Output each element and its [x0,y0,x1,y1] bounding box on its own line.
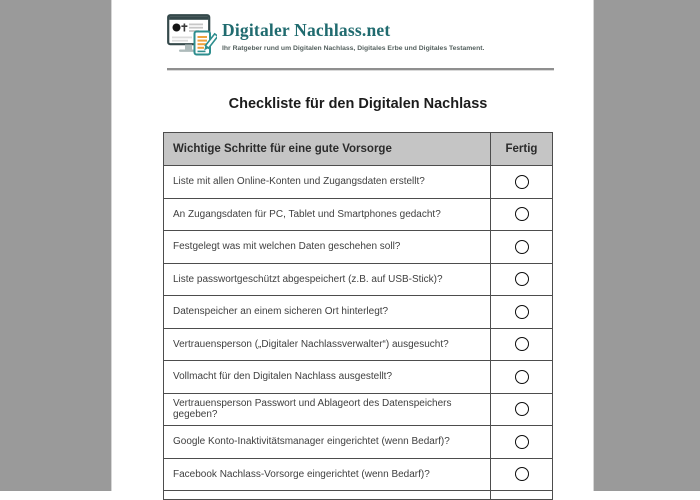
table-row [164,394,552,427]
table-row [164,264,552,297]
checkbox-cell [490,264,552,296]
checkbox-cell [490,491,552,500]
checklist-item-label: Facebook Nachlass-Vorsorge eingerichtet (wenn Bedarf)? [173,468,430,480]
checklist-item-label: Datenspeicher an einem sicheren Ort hinterlegt? [173,306,389,318]
table-header-row [164,133,552,166]
checklist-item-label: Festgelegt was mit welchen Daten geschehen soll? [173,241,401,253]
brand-logo-icon [167,14,217,62]
checklist-item-label: Liste mit allen Online-Konten und Zugangsdaten erstellt? [173,176,425,188]
checkbox-cell [490,231,552,263]
checkbox-cell [490,459,552,491]
checkbox-circle[interactable] [515,175,529,189]
table-row [164,296,552,329]
checklist-item-label: Vertrauensperson Passwort und Ablageort des Datenspeichers gegeben? [173,398,452,421]
table-row [164,459,552,492]
checklist-table [163,132,553,500]
table-row [164,426,552,459]
table-row [164,166,552,199]
column-header-done: Fertig [490,133,552,165]
checkbox-cell [490,199,552,231]
checkbox-cell [490,296,552,328]
checklist-item-label: Google Konto-Inaktivitätsmanager eingerichtet (wenn Bedarf)? [173,436,450,448]
checkbox-circle[interactable] [515,337,529,351]
header-divider [167,68,554,71]
checkbox-circle[interactable] [515,272,529,286]
checkbox-circle[interactable] [515,207,529,221]
table-row [164,329,552,362]
brand-tagline: Ihr Ratgeber rund um Digitalen Nachlass, Digitales Erbe und Digitales Testament. [222,45,485,52]
checkbox-cell [490,329,552,361]
checkbox-circle[interactable] [515,305,529,319]
checklist-item-label [164,491,490,500]
checklist-item-label: Vollmacht für den Digitalen Nachlass ausgestellt? [173,371,393,383]
table-row [164,199,552,232]
brand-name: Digitaler Nachlass.net [222,20,391,40]
checkbox-cell [490,426,552,458]
checkbox-circle[interactable] [515,370,529,384]
checklist-item-label: Liste passwortgeschützt abgespeichert (z.B. auf USB-Stick)? [173,273,443,285]
checklist-item-label: Vertrauensperson („Digitaler Nachlassverwalter“) ausgesucht? [173,338,449,350]
checkbox-circle[interactable] [515,240,529,254]
checkbox-circle[interactable] [515,402,529,416]
document-page [112,0,593,500]
table-row [164,231,552,264]
checkbox-cell [490,166,552,198]
checklist-item-label: An Zugangsdaten für PC, Tablet und Smartphones gedacht? [173,208,441,220]
checkbox-cell [490,361,552,393]
page-title: Checkliste für den Digitalen Nachlass [228,96,488,112]
table-row [164,361,552,394]
column-header-steps: Wichtige Schritte für eine gute Vorsorge [173,143,392,155]
checkbox-cell [490,394,552,426]
checkbox-circle[interactable] [515,467,529,481]
checkbox-circle[interactable] [515,435,529,449]
table-row-clipped [164,491,552,500]
